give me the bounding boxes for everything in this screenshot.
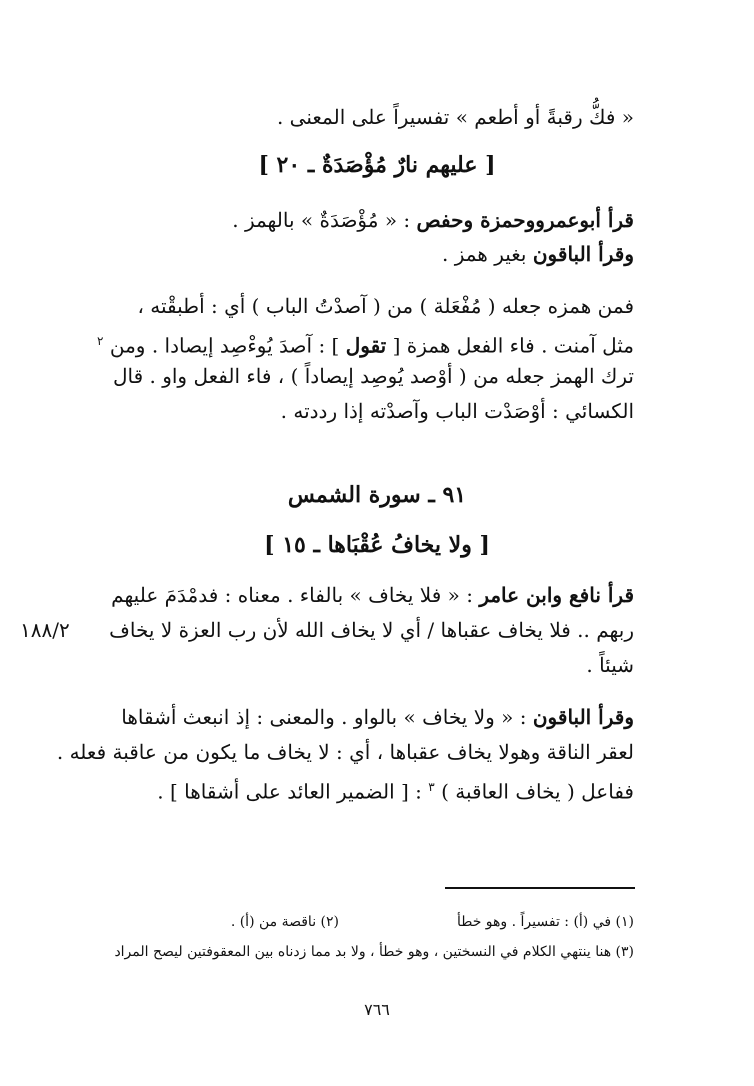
reader-names: وقرأ الباقون	[532, 242, 634, 266]
page-number: ٧٦٦	[364, 1000, 390, 1019]
text-line	[157, 770, 634, 809]
text-line: ترك الهمز جعله من ( أوْصد يُوصِد إيصاداً ) ، فاء الفعل واو . قال	[112, 364, 634, 388]
text-fragment: ففاعل ( يخاف العاقبة )	[441, 779, 634, 804]
text-line	[97, 324, 634, 363]
verse-heading: [ ولا يخافُ عُقْبَاها ـ ١٥ ]	[264, 532, 490, 558]
text-line: « فكُّ رقبةً أو أطعم » تفسيراً على المعنى .	[276, 105, 634, 129]
text-fragment: مثل آمنت . فاء الفعل همزة [	[392, 333, 634, 358]
text-fragment: بغير همز .	[441, 242, 527, 266]
footnote-2: (٢) ناقصة من (أ) .	[230, 914, 339, 930]
text-line: الكسائي : أوْصَدْت الباب وآصدْته إذا رددته .	[280, 399, 634, 423]
text-line: فمن همزه جعله ( مُفْعَلة ) من ( آصدْتُ الباب ) أي : أطبقْته ،	[137, 294, 634, 318]
text-fragment: : [ الضمير العائد على أشقاها ] .	[157, 779, 422, 804]
reader-names: قرأ أبوعمرووحمزة وحفص	[416, 208, 634, 232]
footnote-3: (٣) هنا ينتهي الكلام في النسختين ، وهو خطأ ، ولا بد مما زدناه بين المعقوفتين ليصح المراد	[114, 944, 634, 960]
text-line	[442, 237, 634, 271]
text-line: ربهم .. فلا يخاف عقباها / أي لا يخاف الله لأن رب العزة لا يخاف	[109, 618, 634, 642]
text-fragment: : « ولا يخاف » بالواو . والمعنى : إذ انبعث أشقاها	[121, 705, 527, 729]
text-fragment: تقول	[345, 333, 387, 358]
text-line: لعقر الناقة وهولا يخاف عقباها ، أي : لا يخاف ما يكون من عاقبة فعله .	[56, 740, 634, 764]
surah-heading: ٩١ ـ سورة الشمس	[287, 482, 467, 508]
reader-names: وقرأ الباقون	[532, 705, 634, 729]
text-line	[232, 203, 634, 237]
footnote-1: (١) في (أ) : تفسيراً . وهو خطأ	[456, 914, 634, 930]
text-line	[111, 578, 634, 612]
reader-names: قرأ نافع وابن عامر	[479, 583, 634, 607]
text-line: شيئاً .	[586, 653, 634, 677]
verse-heading: [ عليهم نارٌ مُؤْصَدَةٌ ـ ٢٠ ]	[258, 152, 496, 178]
text-fragment: ] : آصدَ يُوءْصِد إيصادا . ومن	[109, 333, 340, 358]
footnote-marker: ٣	[428, 780, 435, 794]
text-fragment: : « فلا يخاف » بالفاء . معناه : فدمْدَمَ عليهم	[111, 583, 473, 607]
margin-reference: ١٨٨/٢	[20, 618, 70, 642]
footnote-separator	[445, 887, 635, 889]
footnote-marker: ٢	[97, 334, 104, 348]
text-fragment: : « مُؤْصَدَةٌ » بالهمز .	[232, 208, 411, 232]
text-line	[121, 700, 634, 734]
